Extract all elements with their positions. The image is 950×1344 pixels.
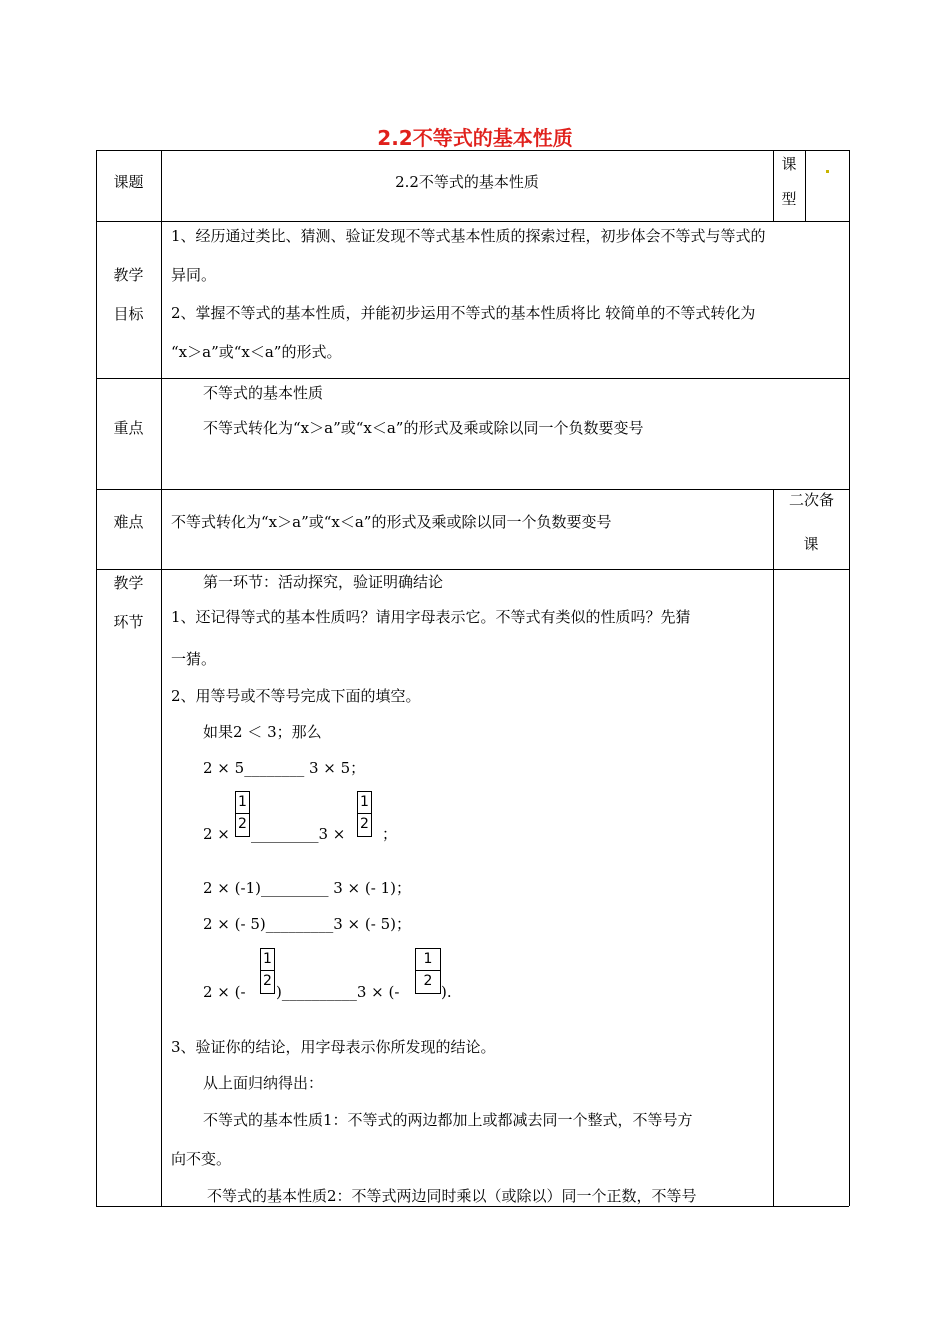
table-border-top (96, 150, 849, 151)
type-label: 课 (781, 155, 797, 173)
table-border-right (849, 150, 850, 1206)
exercise-line: ； (382, 825, 398, 843)
property-text: 不等式的基本性质2：不等式两边同时乘以（或除以）同一个正数，不等号 (207, 1187, 697, 1205)
fraction-denominator: 2 (423, 973, 433, 989)
column-divider (805, 150, 806, 221)
exercise-line: 2 × (203, 825, 230, 843)
fraction-one-half (260, 948, 275, 994)
exercise-line: _________3 × (251, 825, 346, 843)
question-text: 一猜。 (171, 650, 217, 668)
fraction-denominator: 2 (238, 816, 247, 832)
exercise-line: 2 × (- (203, 983, 246, 1001)
column-divider (161, 150, 162, 1206)
row-divider (96, 569, 849, 570)
fraction-numerator: 1 (261, 949, 274, 971)
exercise-line: 2 × (- 5)_________3 × (- 5)； (203, 915, 411, 933)
fraction-one-half (357, 791, 372, 837)
row-divider (96, 489, 849, 490)
goals-text: 2、掌握不等式的基本性质，并能初步运用不等式的基本性质将比 较简单的不等式转化为 (171, 304, 756, 322)
process-label: 教学 (113, 574, 144, 592)
fraction-one-half (415, 948, 441, 994)
fraction-numerator: 1 (416, 949, 440, 971)
question-text: 3、验证你的结论，用字母表示你所发现的结论。 (171, 1038, 496, 1056)
fraction-numerator: 1 (236, 792, 249, 814)
fraction-denominator: 2 (360, 816, 369, 832)
difficult-label: 难点 (113, 513, 144, 531)
goals-label: 教学 (113, 266, 144, 284)
exercise-line: 如果2 ＜ 3；那么 (203, 723, 322, 741)
row-divider (96, 221, 849, 222)
page-title: 2.2不等式的基本性质 (377, 126, 573, 150)
property-text: 不等式的基本性质1：不等式的两边都加上或都减去同一个整式，不等号方 (203, 1111, 693, 1129)
column-divider (773, 489, 774, 1206)
fraction-one-half (235, 791, 250, 837)
goals-label: 目标 (113, 305, 144, 323)
marker-dot (826, 170, 829, 173)
property-text: 向不变。 (171, 1150, 232, 1168)
key-text: 不等式转化为“x＞a”或“x＜a”的形式及乘或除以同一个负数要变号 (203, 419, 644, 437)
topic-label: 课题 (113, 173, 144, 191)
topic-value: 2.2不等式的基本性质 (395, 173, 539, 191)
difficult-text: 不等式转化为“x＞a”或“x＜a”的形式及乘或除以同一个负数要变号 (171, 513, 612, 531)
type-label: 型 (781, 190, 797, 208)
second-prep-label: 二次备 (789, 491, 835, 509)
step-title: 第一环节：活动探究，验证明确结论 (203, 573, 444, 591)
table-border-bottom (96, 1206, 849, 1207)
row-divider (96, 378, 849, 379)
exercise-line: 2 × (-1)_________ 3 × (- 1)； (203, 879, 411, 897)
exercise-line: )__________3 × (- (276, 983, 400, 1001)
goals-text: 异同。 (171, 266, 217, 284)
summary-text: 从上面归纳得出： (203, 1074, 324, 1092)
goals-text: 1、经历通过类比、猜测、验证发现不等式基本性质的探索过程，初步体会不等式与等式的 (171, 227, 766, 245)
process-label: 环节 (113, 613, 144, 631)
exercise-line: 2 × 5________ 3 × 5； (203, 759, 366, 777)
goals-text: “x＞a”或“x＜a”的形式。 (171, 343, 342, 361)
fraction-numerator: 1 (358, 792, 371, 814)
second-prep-label: 课 (803, 535, 819, 553)
fraction-denominator: 2 (263, 973, 272, 989)
question-text: 1、还记得等式的基本性质吗？请用字母表示它。不等式有类似的性质吗？先猜 (171, 608, 691, 626)
exercise-line: ). (441, 983, 452, 1001)
key-label: 重点 (113, 419, 144, 437)
key-text: 不等式的基本性质 (203, 384, 324, 402)
question-text: 2、用等号或不等号完成下面的填空。 (171, 687, 421, 705)
